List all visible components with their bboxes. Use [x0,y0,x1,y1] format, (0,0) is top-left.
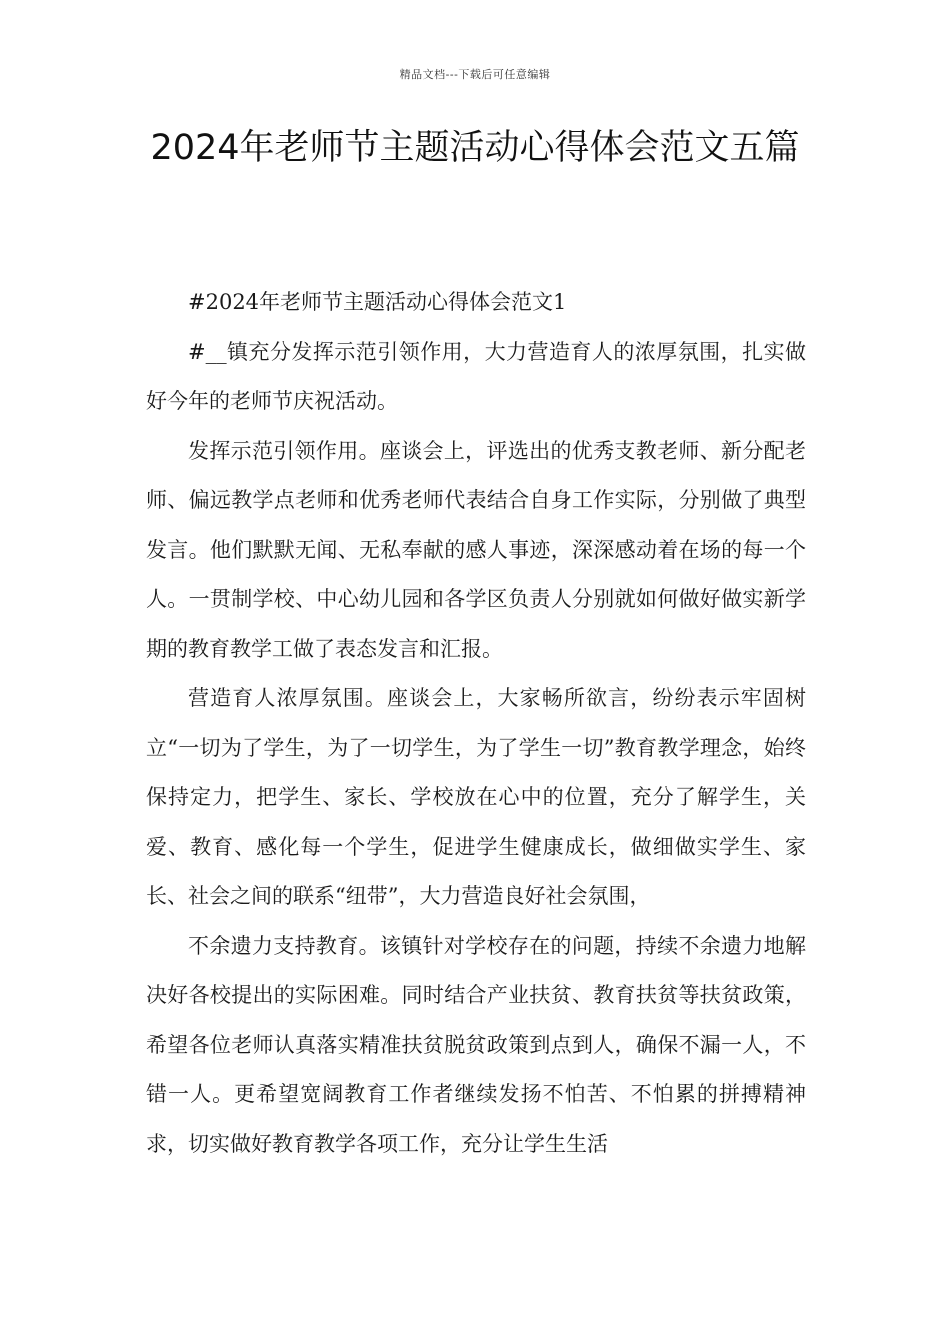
document-title: 2024年老师节主题活动心得体会范文五篇 [150,128,800,168]
page-header: 精品文档---下载后可任意编辑 [399,68,551,81]
paragraph: 营造育人浓厚氛围。座谈会上，大家畅所欲言，纷纷表示牢固树立“一切为了学生，为了一切学生，为了学生一切”教育教学理念，始终保持定力，把学生、家长、学校放在心中的位置，充分了解学生，关爱、教育、感化每一个学生，促进学生健康成长，做细做实学生、家长、社会之间的联系“纽带”，大力营造良好社会氛围， [146,686,806,908]
document-body [146,278,806,1169]
paragraph: 不余遗力支持教育。该镇针对学校存在的问题，持续不余遗力地解决好各校提出的实际困难。同时结合产业扶贫、教育扶贫等扶贫政策，希望各位老师认真落实精准扶贫脱贫政策到点到人，确保不漏一人，不错一人。更希望宽阔教育工作者继续发扬不怕苦、不怕累的拼搏精神求，切实做好教育教学各项工作，充分让学生生活 [146,933,806,1156]
paragraph: 发挥示范引领作用。座谈会上，评选出的优秀支教老师、新分配老师、偏远教学点老师和优秀老师代表结合自身工作实际，分别做了典型发言。他们默默无闻、无私奉献的感人事迹，深深感动着在场的每一个人。一贯制学校、中心幼儿园和各学区负责人分别就如何做好做实新学期的教育教学工做了表态发言和汇报。 [146,438,806,661]
paragraph: #__镇充分发挥示范引领作用，大力营造育人的浓厚氛围，扎实做好今年的老师节庆祝活动。 [146,339,806,413]
paragraph-subtitle: #2024年老师节主题活动心得体会范文1 [188,290,567,314]
